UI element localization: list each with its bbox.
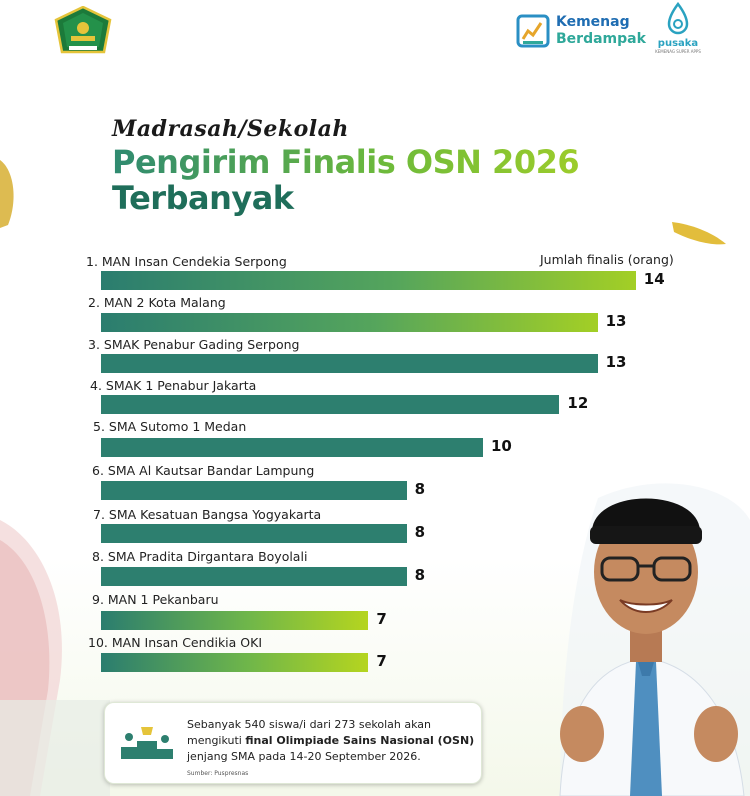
- axis-label: Jumlah finalis (orang): [540, 252, 674, 267]
- chart-title-line2: Terbanyak: [112, 179, 294, 217]
- info-source: Sumber: Puspresnas: [187, 770, 249, 777]
- category-label: 1. MAN Insan Cendekia Serpong: [86, 254, 287, 269]
- kemenag-berdampak-logo: [516, 14, 646, 48]
- category-label: 4. SMAK 1 Penabur Jakarta: [90, 378, 257, 393]
- pusaka-word: pusaka: [657, 38, 699, 49]
- student-illustration: [550, 466, 750, 796]
- bar: [101, 271, 636, 290]
- category-label: 8. SMA Pradita Dirgantara Boyolali: [92, 549, 308, 564]
- logo-kemenag-line2: Berdampak: [556, 31, 646, 47]
- bar-value-label: 13: [605, 312, 627, 330]
- bar: [101, 354, 598, 373]
- bar: [101, 567, 407, 586]
- bar: [101, 653, 368, 672]
- pusaka-drop-icon: [667, 2, 689, 36]
- logo-kemenag-line1: Kemenag: [556, 14, 630, 30]
- kemenag-emblem-logo: [54, 6, 112, 56]
- category-label: 3. SMAK Penabur Gading Serpong: [88, 337, 300, 352]
- info-line2-bold: final Olimpiade Sains Nasional (OSN): [245, 734, 475, 747]
- category-label: 2. MAN 2 Kota Malang: [88, 295, 226, 310]
- bar: [101, 611, 368, 630]
- category-label: 10. MAN Insan Cendikia OKI: [88, 635, 263, 650]
- bar-value-label: 13: [605, 353, 627, 371]
- chart-title-line1: Pengirim Finalis OSN 2026: [112, 143, 580, 181]
- bar-value-label: 7: [376, 610, 387, 628]
- info-text: [187, 717, 477, 765]
- category-label: 6. SMA Al Kautsar Bandar Lampung: [92, 463, 315, 478]
- category-label: 9. MAN 1 Pekanbaru: [92, 592, 219, 607]
- bar: [101, 395, 559, 414]
- info-line3: jenjang SMA pada 14-20 September 2026.: [187, 750, 421, 763]
- bar-value-label: 12: [567, 394, 589, 412]
- bar-value-label: 8: [414, 480, 426, 498]
- category-label: 5. SMA Sutomo 1 Medan: [93, 419, 247, 434]
- category-label: 7. SMA Kesatuan Bangsa Yogyakarta: [93, 507, 322, 522]
- bar-value-label: 7: [376, 652, 387, 670]
- bar: [101, 524, 407, 543]
- bar: [101, 438, 483, 457]
- bar: [101, 313, 598, 332]
- info-box: [104, 702, 482, 784]
- bar-chart-icon: [516, 14, 550, 48]
- pusaka-logo: [654, 2, 702, 54]
- chart-title: [112, 144, 579, 216]
- chart-subtitle: Madrasah/Sekolah: [112, 116, 349, 142]
- bar: [101, 481, 407, 500]
- bar-value-label: 8: [414, 523, 426, 541]
- bar-value-label: 10: [491, 437, 512, 455]
- podium-icon: [119, 723, 175, 759]
- bar-value-label: 14: [643, 270, 665, 288]
- pusaka-subtitle: KEMENAG SUPER APPS: [655, 49, 701, 54]
- bar-value-label: 8: [414, 566, 426, 584]
- info-line1: Sebanyak 540 siswa/i dari 273 sekolah akan: [187, 718, 431, 731]
- info-line2-pre: mengikuti: [187, 734, 246, 747]
